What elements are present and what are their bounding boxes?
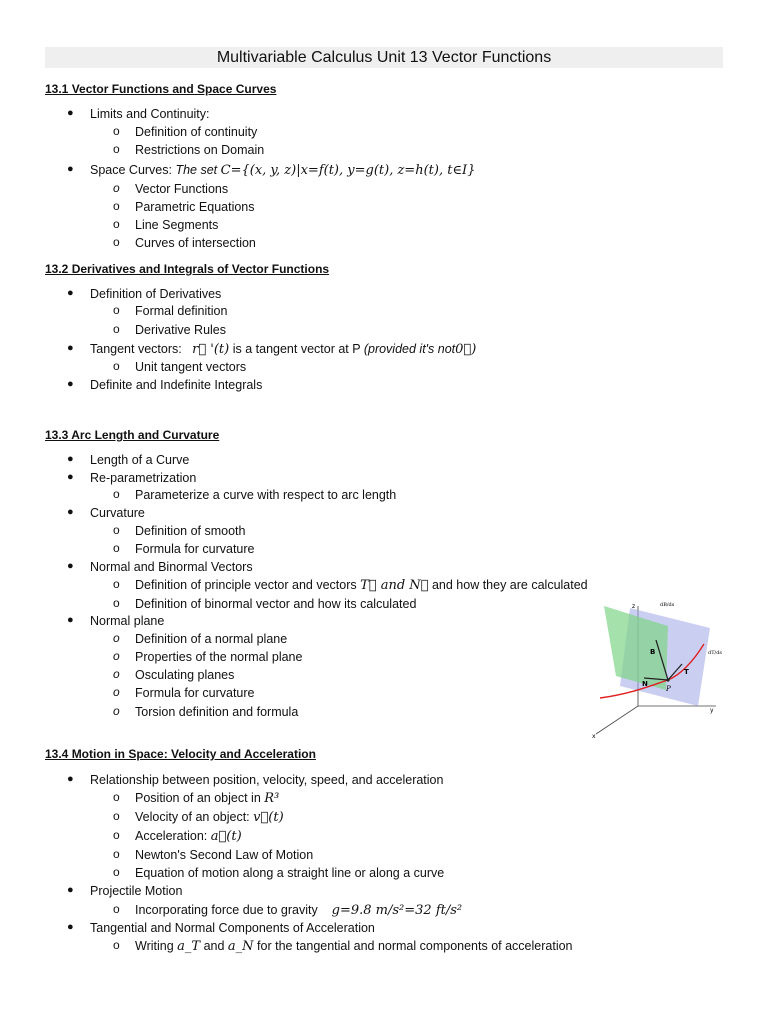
sub-list-item-text: Writing (135, 939, 174, 953)
sub-list-item: Derivative Rules (135, 323, 227, 337)
sub-list-item-text: Incorporating force due to gravity (135, 903, 318, 917)
bullet: ● (67, 921, 74, 933)
bullet: ● (67, 560, 74, 572)
sub-list-item-text: Definition of principle vector and vectors (135, 578, 357, 592)
sub-bullet: o (113, 181, 120, 195)
list-item-space-curves (90, 162, 475, 179)
list-item: Limits and Continuity: (90, 107, 210, 121)
sub-list-item-gravity (135, 902, 462, 919)
sub-bullet: o (113, 199, 120, 213)
sub-list-item: Line Segments (135, 218, 219, 232)
r3-symbol: R³ (264, 791, 280, 806)
sub-list-item: Definition of continuity (135, 125, 258, 139)
a-n-symbol: a_N (227, 939, 254, 954)
list-item-tangent-vectors (90, 341, 476, 358)
t-and-n-vectors: T⃗ and N⃗ (360, 578, 429, 593)
sub-list-item-components (135, 938, 573, 955)
sub-bullet: o (113, 667, 120, 681)
bullet: ● (67, 471, 74, 483)
fig-label: x (592, 733, 596, 740)
bullet: ● (67, 614, 74, 626)
bullet: ● (67, 773, 74, 785)
list-item: Normal plane (90, 614, 165, 628)
sub-list-item-text: Velocity of an object: (135, 810, 250, 824)
sub-bullet: o (113, 523, 120, 537)
velocity-formula: v⃗(t) (253, 810, 284, 825)
sub-bullet: o (113, 865, 120, 879)
fig-label: z (632, 603, 636, 610)
sub-bullet: o (113, 685, 120, 699)
sub-list-item: Torsion definition and formula (135, 705, 299, 719)
section-heading-13-1: 13.1 Vector Functions and Space Curves (45, 82, 277, 96)
page-title: Multivariable Calculus Unit 13 Vector Functions (45, 47, 723, 68)
sub-bullet: o (113, 541, 120, 555)
sub-bullet: o (113, 577, 120, 591)
sub-bullet: o (113, 235, 120, 249)
list-item-text: is a tangent vector at P (232, 342, 361, 356)
sub-list-item-text: and (203, 939, 225, 953)
sub-list-item: Curves of intersection (135, 236, 256, 250)
sub-list-item-text: and how they are calculated (431, 578, 588, 592)
a-t-symbol: a_T (177, 939, 201, 954)
normal-plane-figure (590, 598, 730, 740)
sub-list-item-text: for the tangential and normal components of acceleration (257, 939, 573, 953)
sub-bullet: o (113, 596, 120, 610)
sub-bullet: o (113, 704, 120, 718)
zero-vector: 0⃗) (455, 342, 477, 357)
sub-list-item-velocity (135, 809, 284, 826)
sub-bullet: o (113, 790, 120, 804)
section-heading-13-4: 13.4 Motion in Space: Velocity and Acceleration (45, 747, 316, 761)
list-item: Projectile Motion (90, 884, 183, 898)
sub-bullet: o (113, 938, 120, 952)
sub-bullet: o (113, 809, 120, 823)
sub-list-item: Definition of a normal plane (135, 632, 288, 646)
sub-list-item-text: Position of an object in (135, 791, 261, 805)
list-item: Length of a Curve (90, 453, 190, 467)
sub-bullet: o (113, 828, 120, 842)
fig-label: P (666, 685, 671, 693)
fig-label: y (710, 707, 714, 714)
list-item: Tangential and Normal Components of Acceleration (90, 921, 375, 935)
bullet: ● (67, 506, 74, 518)
list-item: Definition of Derivatives (90, 287, 222, 301)
tangent-formula: r⃗ '(t) (192, 342, 230, 357)
sub-bullet: o (113, 359, 120, 373)
sub-bullet: o (113, 902, 120, 916)
bullet: ● (67, 287, 74, 299)
bullet: ● (67, 163, 74, 175)
list-item-text: Tangent vectors: (90, 342, 182, 356)
sub-bullet: o (113, 487, 120, 501)
sub-list-item: Definition of smooth (135, 524, 246, 538)
sub-list-item: Osculating planes (135, 668, 235, 682)
italic-text: (provided it's not (363, 342, 456, 356)
fig-label: T (684, 668, 689, 676)
bullet: ● (67, 107, 74, 119)
fig-label: N (642, 680, 648, 688)
sub-list-item-position (135, 790, 279, 807)
section-heading-13-2: 13.2 Derivatives and Integrals of Vector Functions (45, 262, 330, 276)
acceleration-formula: a⃗(t) (210, 829, 242, 844)
sub-list-item: Parametric Equations (135, 200, 255, 214)
sub-list-item: Properties of the normal plane (135, 650, 303, 664)
sub-list-item: Formal definition (135, 304, 228, 318)
section-heading-13-3: 13.3 Arc Length and Curvature (45, 428, 220, 442)
list-item-text: Space Curves: (90, 163, 172, 177)
sub-bullet: o (113, 142, 120, 156)
sub-bullet: o (113, 649, 120, 663)
list-item: Definite and Indefinite Integrals (90, 378, 263, 392)
sub-list-item: Parameterize a curve with respect to arc length (135, 488, 397, 502)
set-formula: C={(x, y, z)|x=f(t), y=g(t), z=h(t), t∈I} (220, 163, 476, 178)
gravity-formula: g=9.8 m/s²=32 ft/s² (331, 903, 463, 918)
sub-bullet: o (113, 631, 120, 645)
sub-list-item: Unit tangent vectors (135, 360, 247, 374)
fig-label: dT/ds (708, 650, 722, 656)
sub-list-item: Formula for curvature (135, 686, 255, 700)
sub-bullet: o (113, 217, 120, 231)
list-item: Re-parametrization (90, 471, 197, 485)
sub-list-item: Restrictions on Domain (135, 143, 265, 157)
sub-bullet: o (113, 322, 120, 336)
sub-list-item: Equation of motion along a straight line or along a curve (135, 866, 445, 880)
sub-list-item-text: Acceleration: (135, 829, 208, 843)
sub-list-item: Vector Functions (135, 182, 229, 196)
sub-list-item: Newton's Second Law of Motion (135, 848, 314, 862)
sub-bullet: o (113, 124, 120, 138)
sub-list-item: Formula for curvature (135, 542, 255, 556)
bullet: ● (67, 453, 74, 465)
bullet: ● (67, 884, 74, 896)
point-p (666, 678, 669, 681)
x-axis (596, 706, 638, 734)
sub-bullet: o (113, 303, 120, 317)
sub-list-item-principle-vector (135, 577, 588, 594)
sub-bullet: o (113, 847, 120, 861)
italic-text: The set (175, 163, 218, 177)
sub-list-item: Definition of binormal vector and how its calculated (135, 597, 417, 611)
fig-label: B (650, 648, 656, 656)
sub-list-item-acceleration (135, 828, 242, 845)
list-item: Curvature (90, 506, 145, 520)
list-item: Normal and Binormal Vectors (90, 560, 253, 574)
list-item: Relationship between position, velocity, speed, and acceleration (90, 773, 444, 787)
fig-label: dB/ds (660, 602, 675, 608)
bullet: ● (67, 378, 74, 390)
bullet: ● (67, 342, 74, 354)
